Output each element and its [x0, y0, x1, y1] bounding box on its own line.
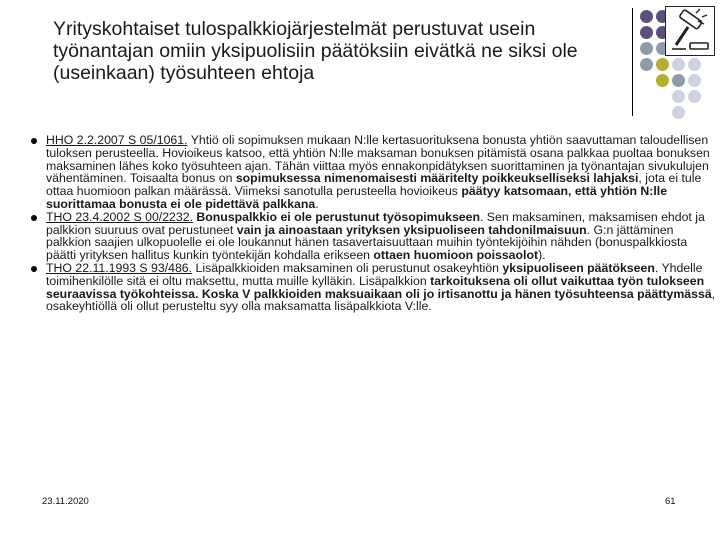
decorative-dot	[640, 26, 653, 39]
title-divider	[632, 8, 633, 116]
gavel-icon	[665, 6, 715, 56]
bullet-text-segment: Lisäpalkkioiden maksaminen oli perustunut osakeyhtiön	[192, 260, 503, 275]
bullet-text-segment: . G:n jättäminen palkkion saajien ulkopuolelle ei ole loukannut hänen tasavertaisuuttaan muihin työntekijöihin nähden (bonuspalkkiosta päätti yrityksen hallitus kunkin työntekijän kohdalla erikseen	[46, 222, 688, 263]
decorative-dot	[656, 74, 669, 87]
bullet-text-segment: . Yhdelle toimihenkilölle sitä ei oltu maksettu, mutta muille kylläkin. Lisäpalkkion	[46, 260, 703, 288]
decorative-dot	[688, 90, 701, 103]
decorative-dot	[672, 90, 685, 103]
bullet-text-segment: , jota ei tule ottaa huomioon palkan määrässä. Viimeksi sanotulla perusteella hovioikeus	[46, 171, 702, 199]
bullet-text-segment: , osakeyhtiöllä oli ollut perusteltu syy olla maksamatta lisäpalkkiota V:lle.	[46, 286, 716, 314]
bullet-item	[32, 134, 717, 211]
bullet-text-segment: THO 23.4.2002 S 00/2232.	[46, 209, 193, 224]
decorative-dot	[672, 74, 685, 87]
bullet-text-segment: vain ja ainoastaan yrityksen yksipuoliseen tahdonilmaisuun	[236, 222, 587, 237]
bullet-text-segment: THO 22.11.1993 S 93/486.	[46, 260, 193, 275]
decorative-dot	[640, 42, 653, 55]
bullet-text-segment: ottaen huomioon poissaolot	[373, 248, 539, 263]
footer-date: 23.11.2020	[42, 496, 89, 507]
bullet-text-segment: yksipuoliseen päätökseen	[502, 260, 655, 275]
bullet-text-segment: sopimuksessa nimenomaisesti määritelty poikkeukselliseksi lahjaksi	[235, 171, 639, 186]
bullet-list	[32, 134, 717, 313]
slide-title: Yrityskohtaiset tulospalkkiojärjestelmät perustuvat usein työnantajan omiin yksipuolisiin päätöksiin eivätkä ne siksi ole (useinkaan) työsuhteen ehtoja	[53, 18, 578, 84]
decorative-dot	[656, 58, 669, 71]
bullet-item	[32, 211, 717, 262]
bullet-dot	[31, 215, 37, 221]
bullet-dot	[31, 138, 37, 144]
bullet-text-segment: ).	[538, 248, 546, 263]
bullet-dot	[31, 266, 37, 272]
decorative-dot	[640, 58, 653, 71]
decorative-dot	[640, 10, 653, 23]
decorative-dot	[688, 58, 701, 71]
bullet-item	[32, 262, 717, 313]
page-number: 61	[665, 496, 676, 507]
bullet-text-segment: Bonuspalkkio ei ole perustunut työsopimukseen	[196, 209, 480, 224]
decorative-dot	[672, 58, 685, 71]
bullet-text-segment: Yhtiö oli sopimuksen mukaan N:lle kertasuorituksena bonusta yhtiön saavuttaman taloudellisen tuloksen perusteella. Hovioikeus katsoo, että yhtiön N:lle maksaman bonuksen pitämistä osana palkkaa puoltaa bonuksen maksaminen lähes koko työsuhteen ajan. Tähän viittaa myös ennakonpidätyksen suorittaminen ja työnantajan sivukulujen vähentäminen. Toisaalta bonus on	[46, 133, 710, 186]
bullet-text-segment: tarkoituksena oli ollut vaikuttaa työn tulokseen seuraavissa työkohteissa. Koska V palkkioiden maksuaikaan oli jo irtisanottu ja hänen työsuhteensa päättymässä	[46, 273, 712, 301]
decorative-dot	[672, 106, 685, 119]
decorative-dot	[688, 74, 701, 87]
bullet-text-segment: päätyy katsomaan, että yhtiön N:lle suorittamaa bonusta ei ole pidettävä palkkana	[46, 184, 668, 211]
bullet-text-segment: . Sen maksaminen, maksamisen ehdot ja palkkion suuruus ovat perustuneet	[46, 209, 705, 237]
bullet-text-segment: .	[315, 196, 319, 211]
bullet-text-segment: HHO 2.2.2007 S 05/1061.	[46, 133, 188, 147]
